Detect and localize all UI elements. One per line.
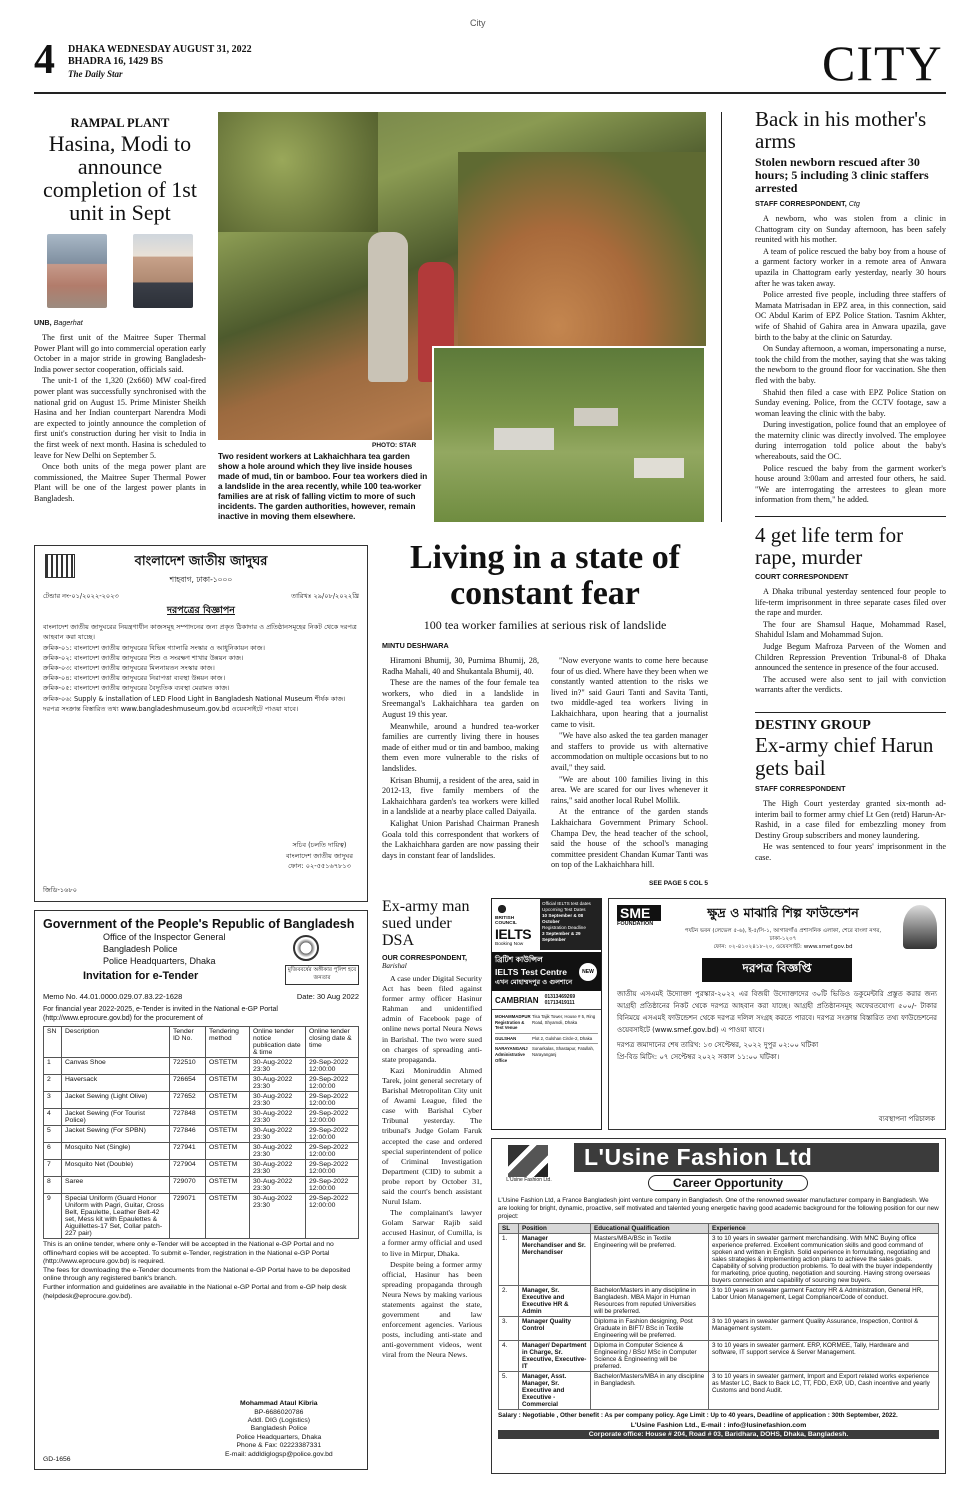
table-cell: Jacket Sewing (Light Olive) <box>62 1092 170 1109</box>
story-divider <box>755 516 946 517</box>
table-cell: Canvas Shoe <box>62 1058 170 1075</box>
usine-contact[interactable]: L'Usine Fashion Ltd., E-mail : info@lusinefashion.com <box>630 1422 807 1430</box>
worker-figure <box>368 232 408 382</box>
story-divider <box>755 712 946 713</box>
sme-address: পর্যটন ভবন (লেভেল ৫-৬), ই-৫/সি-১, আগারগাঁও প্রশাসনিক এলাকা, শেরে বাংলা নগর, ঢাকা-১২০৭ <box>684 928 882 942</box>
mother-body <box>755 214 946 506</box>
table-cell: 30-Aug-2022 23:30 <box>250 1126 306 1143</box>
paragraph: A newborn, who was stolen from a clinic in Chattogram city on Sunday afternoon, has been safely reunited with his mother. <box>755 214 946 245</box>
table-row <box>499 1234 939 1286</box>
tender-sign-id: BP-6686020786 <box>254 1408 304 1416</box>
sme-foundation: FOUNDATION <box>617 921 654 927</box>
rampal-story <box>34 116 206 506</box>
destiny-headline: Ex-army chief Harun gets bail <box>755 733 934 780</box>
table-cell: OSTETM <box>206 1058 250 1075</box>
table-cell: 30-Aug-2022 23:30 <box>250 1092 306 1109</box>
table-cell: Diploma in Computer Science & Engineering / BSc/ MSc in Computer Science & Engineering will be preferred. <box>591 1341 709 1372</box>
museum-line: ক্রমিক-০২: বাংলাদেশ জাতীয় জাদুঘরের শিশু ও সংরক্ষণ শাখার উন্নয়ন কাজ। <box>43 653 244 662</box>
paragraph: Judge Begum Mafroza Parveen of the Women and Children Repression Prevention Tribunal-8 of Dhaka announced the sentence in presence of the four accused. <box>755 641 946 673</box>
usine-header-row <box>499 1224 939 1234</box>
usine-office: Corporate office: House # 204, Road # 03, Baridhara, DOHS, Dhaka, Bangladesh. <box>498 1430 939 1439</box>
table-cell: 727904 <box>170 1160 206 1177</box>
ielts-centre-bn: ব্রিটিশ কাউন্সিল <box>495 955 543 964</box>
table-row <box>499 1317 939 1341</box>
photo-credit: PHOTO: STAR <box>372 442 417 449</box>
usine-col-header: Experience <box>709 1224 939 1234</box>
usine-col-header: Position <box>519 1224 591 1234</box>
photo-caption: Two resident workers at Lakhaichhara tea garden show a hole around which they live inside houses made of mud, tin or bamboo. Four tea workers died in a landslide in the area recently, while 100 tea-worker families are at risk of falling victim to more of such incidents. The garden authorities, however, remain inactive in moving them elsewhere. <box>218 452 428 521</box>
table-cell: 3. <box>499 1317 519 1341</box>
table-row <box>44 1092 359 1109</box>
museum-line: ক্রমিক-০৩: বাংলাদেশ জাতীয় জাদুঘরের মিলনায়তন সংস্কার কাজ। <box>43 664 215 673</box>
life-term-headline: 4 get life term for rape, murder <box>755 523 904 569</box>
house-roof <box>494 428 554 450</box>
tender-header-row <box>44 1027 359 1058</box>
tender-intro: For financial year 2022-2025, e-Tender is invited in the National e-GP Portal (http://www.eprocure.gov.bd) for the procurement of <box>43 1006 278 1022</box>
position-cell: Manager Merchandiser and Sr. Merchandiser <box>519 1234 591 1286</box>
table-cell: 727941 <box>170 1143 206 1160</box>
table-cell: 30-Aug-2022 23:30 <box>250 1177 306 1194</box>
paragraph: The first unit of the Maitree Super Thermal Power Plant will go into commercial operation early October in a major stride in growing Bangladesh-India power sector cooperation, officials said. <box>34 333 206 374</box>
museum-logo <box>45 554 75 578</box>
table-cell: 9 <box>44 1194 62 1239</box>
usine-table-body <box>499 1234 939 1410</box>
museum-line: ক্রমিক-০১: বাংলাদেশ জাতীয় জাদুঘরের বিভিন্ন গ্যালারি সংস্কার ও আধুনিকায়ন কাজ। <box>43 643 266 652</box>
tender-sign-org: Bangladesh Police <box>250 1425 307 1433</box>
position-cell: Manager, Sr. Executive and Executive HR & Admin <box>519 1286 591 1317</box>
tender-table <box>43 1026 359 1239</box>
table-cell: 5. <box>499 1372 519 1410</box>
paragraph: The High Court yesterday granted six-month ad-interim bail to former army chief Lt Gen (retd) Harun-Ar-Rashid, in a case filed for embezzling money from Destiny Group subscribers and money laundering. <box>755 799 946 840</box>
mother-subhead: Stolen newborn rescued after 30 hours; 5 including 3 clinic staffers arrested <box>755 155 929 195</box>
paragraph: "We are about 100 families living in this area. We are scared for our lives whenever it rains," said another local Rubel Mollik. <box>551 774 708 805</box>
landslide-deck: 100 tea worker families at serious risk of landslide <box>423 618 667 632</box>
landslide-byline: MINTU DESHWARA <box>382 641 449 650</box>
usine-salary: Salary : Negotiable , Other benefit : As per company policy. Age Limit : Up to 40 years, Deadline of application : 30th September, 2022. <box>498 1412 898 1420</box>
exarmy-headline: Ex-army man sued under DSA <box>382 898 470 949</box>
paragraph: During investigation, police found that an employee of the maternity clinic was directly involved. The employee during interrogation told police about the baby's whereabouts, said the OC. <box>755 420 946 462</box>
tender-sign-hq: Police Headquarters, Dhaka <box>236 1433 322 1441</box>
paragraph: The four are Shamsul Haque, Mohammad Rasel, Shahidul Islam and Mohammad Sujon. <box>755 619 946 640</box>
table-cell: 2 <box>44 1075 62 1092</box>
table-cell: Bachelor/Masters in any discipline in Bangladesh. MBA Major in Human Resources from reputed Universities will be preferred. <box>591 1286 709 1317</box>
table-cell: 7 <box>44 1160 62 1177</box>
tender-ref: GD-1656 <box>43 1456 71 1463</box>
masthead-rule <box>34 92 946 94</box>
tender-col-header: Online tender notice publication date & time <box>250 1027 306 1058</box>
landslide-jump[interactable]: SEE PAGE 5 COL 5 <box>648 880 708 887</box>
museum-line: বাংলাদেশ জাতীয় জাদুঘরের নিয়ন্ত্রণাধীন কাজসমূহ সম্পাদনের জন্য প্রকৃত ঠিকাদার ও প্রতিষ্ঠানসমূহের নিকট থেকে দরপত্র আহবান করা যাচ্ছে। <box>43 623 357 642</box>
ielts-locations: এখন মোহাম্মদপুর ও গুলশানে <box>495 978 573 986</box>
table-cell: 1. <box>499 1234 519 1286</box>
sme-logo <box>617 905 661 935</box>
ielts-addresses <box>492 1010 601 1067</box>
museum-ref: জিডি-১৬৮০ <box>43 885 78 894</box>
tender-table-body <box>44 1058 359 1239</box>
tender-signature <box>225 1400 333 1459</box>
table-cell: 727846 <box>170 1126 206 1143</box>
sme-logo-text: SME <box>617 905 661 921</box>
table-cell: 30-Aug-2022 23:30 <box>250 1143 306 1160</box>
paragraph: Once both units of the mega power plant are commissioned, the Maitree Super Thermal Power Plant will be one of the largest power plants in Bangladesh. <box>34 462 206 503</box>
masthead-paper-name: The Daily Star <box>68 69 123 79</box>
british-council-logo <box>495 902 509 916</box>
table-row <box>499 1341 939 1372</box>
landslide-body <box>382 656 708 878</box>
museum-memo: টেন্ডার নং-০১/২০২২-২০২৩ <box>43 592 119 600</box>
sme-signatory: ব্যবস্থাপনা পরিচালক <box>878 1115 935 1123</box>
section-title: CITY <box>822 35 943 91</box>
paragraph: A case under Digital Security Act has been filed against former army officer Hasinur Rahman and unidentified admin of Facebook page of online news portal Neura News in Barishal. The two were sued on charges of spreading anti-state propaganda. <box>382 974 482 1064</box>
column-rule <box>721 112 722 522</box>
table-cell: 29-Sep-2022 12:00:00 <box>306 1126 359 1143</box>
rampal-headline: Hasina, Modi to announce completion of 1st unit in Sept <box>43 131 197 225</box>
masthead-date: DHAKA WEDNESDAY AUGUST 31, 2022 <box>68 44 252 55</box>
exarmy-byline: OUR CORRESPONDENT, <box>382 953 468 962</box>
paragraph: Hiramoni Bhumij, 30, Purnima Bhumij, 28, Radha Mahali, 40 and Shukantala Bhumij, 40. <box>382 656 539 676</box>
tender-col-header: Online tender closing date & time <box>306 1027 359 1058</box>
museum-line: ক্রমিক-০৪: বাংলাদেশ জাতীয় জাদুঘরের নিরাপত্তা ব্যবস্থা উন্নয়ন কাজ। <box>43 674 226 683</box>
table-row <box>499 1286 939 1317</box>
hasina-portrait <box>47 234 107 308</box>
table-cell: 727848 <box>170 1109 206 1126</box>
destiny-byline: STAFF CORRESPONDENT <box>755 784 846 793</box>
paragraph: Kalighat Union Parishad Chairman Pranesh Goala told this correspondent that workers of the Lakhaichhara garden are now passing their days in constant fear of landslides. <box>382 818 539 860</box>
ielts-phones <box>545 994 576 1006</box>
paragraph: "Now everyone wants to come here because four of us died. Where have they been when we constantly wanted attention to the risks we lived in?" said Gauri Tanti and Savita Tanti, two middle-aged tea workers living in Lakhaichhara, upon hearing that a journalist came to visit. <box>551 656 708 729</box>
ielts-address: Tisa Tajik Tower, House # 5, Ring Road, Shyamoli, Dhaka <box>532 1014 596 1025</box>
sme-deadline: দরপত্র জমাদানের শেষ তারিখ: ১৩ সেপ্টেম্বর, ২০২২ দুপুর ০২:০০ ঘটিকা <box>617 1041 819 1049</box>
museum-office: বাংলাদেশ জাতীয় জাদুঘর <box>286 851 353 860</box>
table-cell: 3 to 10 years in sweater garment Quality Assurance, Inspection, Control & Management system. <box>709 1317 939 1341</box>
table-row <box>44 1160 359 1177</box>
table-cell: OSTETM <box>206 1109 250 1126</box>
table-cell: OSTETM <box>206 1143 250 1160</box>
table-row <box>44 1194 359 1239</box>
museum-notice-title: দরপত্রের বিজ্ঞাপন <box>167 605 235 617</box>
paragraph: The complainant's lawyer Golam Sarwar Rajib said accused Hasinur, of Cumilla, is a former army official and used to live in Mirpur, Dhaka. <box>382 1208 482 1258</box>
usine-intro: L'Usine Fashion Ltd, a France Bangladesh joint venture company in Bangladesh. One of the renowned sweater manufacturer company in Bangladesh. We are looking for bright, dynamic, proactive, self motivated and talented young energetic having good academic background for the following position for our new project: <box>498 1197 939 1220</box>
sme-portrait <box>903 905 937 949</box>
museum-phone: ফোন: ০২-৫৫১৬৭৮১৩ <box>288 861 351 870</box>
table-cell: 30-Aug-2022 23:30 <box>250 1075 306 1092</box>
usine-career-ad <box>491 1138 946 1474</box>
tender-sign-name: Mohammad Ataul Kibria <box>240 1400 318 1408</box>
table-cell: Diploma in Fashion designing, Post Graduate in BIFT/ BSc in Textile Engineering will be preferred. <box>591 1317 709 1341</box>
table-cell: 726654 <box>170 1075 206 1092</box>
table-cell: OSTETM <box>206 1092 250 1109</box>
ielts-address-row <box>495 1012 598 1034</box>
ielts-phone[interactable]: 01313469269 <box>544 994 576 1000</box>
police-logo <box>293 935 319 961</box>
tender-note: The fees for downloading the e-Tender documents from the National e-GP Portal have to be deposited online through any registered bank's branch. <box>43 1266 351 1283</box>
table-row <box>44 1177 359 1194</box>
sme-prebid: প্রি-বিড মিটিং: ০৭ সেপ্টেম্বর ২০২২ সকাল ১১:০০ ঘটিকা। <box>617 1053 780 1061</box>
table-cell: 29-Sep-2022 12:00:00 <box>306 1160 359 1177</box>
tender-office: Office of the Inspector General <box>103 932 226 942</box>
table-cell: 30-Aug-2022 23:30 <box>250 1109 306 1126</box>
paragraph: A team of police rescued the baby boy from a house of a garment factory worker in a remote area of Anwara upazila in Chattogram early yesterday, nearly 30 hours after he was taken away. <box>755 246 946 288</box>
table-cell: 29-Sep-2022 12:00:00 <box>306 1058 359 1075</box>
paragraph: Meanwhile, around a hundred tea-worker families are currently living there in houses made of either mud or tin and bamboo, making them even more vulnerable to the risks of landslides. <box>382 721 539 773</box>
paragraph: Despite being a former army official, Hasinur has been spreading propaganda through Neura News by making various statements against the state, government and law enforcement agencies. Various posts, including anti-state and anti-government videos, went viral from the Neura News. <box>382 1259 482 1360</box>
ielts-new-badge: NEW <box>579 963 597 981</box>
table-cell: 29-Sep-2022 12:00:00 <box>306 1075 359 1092</box>
landslide-headline: Living in a state of constant fear <box>409 539 681 612</box>
paragraph: "We have also asked the tea garden manager and staffers to provide us with alternative accommodation on multiple occasions but to no avail," they said. <box>551 731 708 772</box>
ielts-ad <box>491 898 602 1130</box>
sme-heading: দরপত্র বিজ্ঞপ্তি <box>702 958 852 982</box>
tender-notes <box>43 1241 359 1301</box>
sme-title: ক্ষুদ্র ও মাঝারি শিল্প ফাউন্ডেশন <box>707 905 859 920</box>
ielts-address-label: GULSHAN <box>495 1035 517 1041</box>
tender-office-block <box>103 931 359 967</box>
table-row <box>44 1109 359 1126</box>
paragraph: Shahid then filed a case with EPZ Police Station on Sunday evening. Police, from the CCTV footage, saw a woman leaving the clinic with the baby. <box>755 387 946 418</box>
destiny-body <box>755 799 946 864</box>
paragraph: These are the names of the four female tea workers, who died in a landslide in Sreemangal's Lakhaichhara tea garden on August 19 this year. <box>382 678 539 719</box>
mother-story <box>755 108 946 507</box>
ielts-dates-intro: Official IELTS test dates <box>542 901 591 906</box>
table-cell: 30-Aug-2022 23:30 <box>250 1160 306 1177</box>
tender-sign-phone: Phone & Fax: 02223387331 <box>236 1442 322 1450</box>
exarmy-dateline: Barishal <box>382 962 407 970</box>
usine-col-header: Educational Qualification <box>591 1224 709 1234</box>
rampal-portraits <box>34 234 206 312</box>
paragraph: He was sentenced to four years' imprisonment in the case. <box>755 842 946 862</box>
tender-heading: Invitation for e-Tender <box>83 970 199 982</box>
tender-note: This is an online tender, where only e-Tender will be accepted in the National e-GP Portal and no offline/hard copies will be accepted. To submit e-Tender, registration in the National e-GP Portal (http://www.eprocure.gov.bd) is required. <box>43 1241 334 1266</box>
position-cell: Manager/ Department in Charge, Sr. Executive, Executive- IT <box>519 1341 591 1372</box>
masthead-dateline <box>68 44 252 80</box>
tender-gov-title: Government of the People's Republic of Bangladesh <box>43 917 355 931</box>
exarmy-body <box>382 974 482 1361</box>
table-cell: OSTETM <box>206 1177 250 1194</box>
table-row <box>499 1372 939 1410</box>
table-cell: 29-Sep-2022 12:00:00 <box>306 1109 359 1126</box>
table-cell: OSTETM <box>206 1160 250 1177</box>
mother-headline: Back in his mother's arms <box>755 107 927 153</box>
tender-sign-title: Addl. DIG (Logistics) <box>247 1416 310 1424</box>
museum-signatory: সচিব (চলতি দায়িত্ব) <box>292 841 347 850</box>
tender-col-header: Tendering method <box>206 1027 250 1058</box>
museum-line: ক্রমিক-০৫: বাংলাদেশ জাতীয় জাদুঘরের বৈদ্যুতিক ব্যবস্থা মেরামত কাজ। <box>43 684 230 693</box>
usine-col-header: SL <box>499 1224 519 1234</box>
table-cell: 727652 <box>170 1092 206 1109</box>
table-cell: 722510 <box>170 1058 206 1075</box>
mother-byline: STAFF CORRESPONDENT, Ctg <box>755 199 860 208</box>
table-cell: 30-Aug-2022 23:30 <box>250 1058 306 1075</box>
rampal-dateline: Bagerhat <box>53 318 83 327</box>
tender-hq: Police Headquarters, Dhaka <box>103 956 216 966</box>
exarmy-story <box>382 898 482 1362</box>
ielts-date: Upcoming Test Dates <box>542 907 586 912</box>
museum-address: শাহবাগ, ঢাকা-১০০০ <box>169 575 233 584</box>
table-cell: Special Uniform (Guard Honor Uniform with Pagri, Guitar, Cross Belt, Epaulette, Leather Belt-42 set, Mess kit with Epaulettes & Aiguillettes-17 Set, Collar patch-227 pair) <box>62 1194 170 1239</box>
table-row <box>44 1075 359 1092</box>
destiny-kicker: DESTINY GROUP <box>755 718 871 733</box>
masthead-bengali-date: BHADRA 16, 1429 BS <box>68 56 164 67</box>
mother-dateline: Ctg <box>848 199 860 208</box>
museum-date: তারিখঃ ২৯/০৮/২০২২খ্রি <box>291 592 359 600</box>
museum-memo-row <box>43 591 359 601</box>
landslide-story <box>382 540 708 887</box>
table-cell: OSTETM <box>206 1075 250 1092</box>
museum-title: বাংলাদেশ জাতীয় জাদুঘর <box>134 554 268 569</box>
destiny-story <box>755 718 946 865</box>
usine-logo-mark <box>508 1145 548 1177</box>
paragraph: Police rescued the baby from the garment worker's house around 3:00am and arrested four others, he said. "We are interrogating the arrestees to glean more information from them," he added. <box>755 463 946 505</box>
table-cell: Haversack <box>62 1075 170 1092</box>
paragraph: Kazi Moniruddin Ahmed Tarek, joint general secretary of Barishal Metropolitan City unit of Awami League, filed the case with Barishal Cyber Tribunal yesterday. The tribunal's Judge Golam Faruk accepted the case and ordered special superintendent of police of Criminal Investigation Department (CID) to submit a probe report by October 31, said the court's bench assistant Nurul Islam. <box>382 1065 482 1207</box>
usine-table <box>498 1223 939 1410</box>
tender-memo-row <box>43 992 359 1001</box>
ielts-address-row <box>495 1044 598 1065</box>
police-tender-ad <box>34 910 368 1470</box>
sme-body: জাতীয় এসএমই উদ্যোক্তা পুরস্কার-২০২২ এর বিজয়ী উদ্যোক্তাদের ৩০টি ভিডিও ডকুমেন্টারি প্রস্তুত করার জন্য আগ্রহী প্রতিষ্ঠানের নিকট থেকে দরপত্র আহবান করা যাচ্ছে। আগ্রহী প্রতিষ্ঠানসমূহ অফেরতযোগ্য ৫০০/- টাকার বিনিময়ে এসএমই ফাউন্ডেশন থেকে দরপত্র দলিল সংগ্রহ করতে পারবে। দরপত্র সংক্রান্ত বিস্তারিত তথ্য ফাউন্ডেশনের ওয়েবসাইটে (www.smef.gov.bd) এ পাওয়া যাবে। <box>617 990 937 1034</box>
tender-sign-email[interactable]: E-mail: addldiglogsp@police.gov.bd <box>225 1450 333 1458</box>
ielts-address: Plot 2, Gulshan Circle-2, Dhaka <box>532 1035 593 1041</box>
table-row <box>44 1126 359 1143</box>
ielts-cambrian-row <box>492 991 601 1010</box>
british-council-name: BRITISH COUNCIL <box>495 916 517 926</box>
life-term-story <box>755 524 946 697</box>
rampal-byline: UNB, Bagerhat <box>34 318 83 327</box>
table-cell: 5 <box>44 1126 62 1143</box>
table-cell: Jacket Sewing (For SPBN) <box>62 1126 170 1143</box>
house-roof <box>574 408 618 426</box>
tender-col-header: SN <box>44 1027 62 1058</box>
paragraph: Krisan Bhumij, a resident of the area, said in 2012-13, five family members of the Lakhaichhara garden's tea workers were killed in a landslide at a nearby place called Daiyaila. <box>382 775 539 817</box>
table-cell: 3 to 10 years in sweater garment. ERP, KORMEE, Tally, Hardware and software, IT support service & Server Management. <box>709 1341 939 1372</box>
ielts-date: Registration Deadline <box>542 925 586 930</box>
ielts-address: Sonarkalas, Shastapur, Fatullah, Narayanganj <box>532 1046 595 1057</box>
table-cell: 30-Aug-2022 23:30 <box>250 1194 306 1239</box>
museum-tender-ad <box>34 545 368 902</box>
ielts-centre: IELTS Test Centre <box>495 967 567 977</box>
table-cell: 729071 <box>170 1194 206 1239</box>
ielts-logo: IELTS <box>495 926 532 942</box>
page-number: 4 <box>34 37 55 83</box>
cambrian-logo: CAMBRIAN <box>495 995 539 1005</box>
table-cell: 4 <box>44 1109 62 1126</box>
position-cell: Manager Quality Control <box>519 1317 591 1341</box>
ielts-top <box>492 899 601 950</box>
museum-line: দরপত্র সংক্রান্ত বিস্তারিত তথ্য www.bangladeshmuseum.gov.bd ওয়েবসাইটে পাওয়া যাবে। <box>43 704 299 713</box>
ielts-address-row <box>495 1034 598 1045</box>
table-cell: 6 <box>44 1143 62 1160</box>
table-cell: OSTETM <box>206 1126 250 1143</box>
usine-logo <box>500 1145 558 1187</box>
table-cell: 1 <box>44 1058 62 1075</box>
table-cell: Mosquito Net (Double) <box>62 1160 170 1177</box>
usine-logo-text: L'Usine Fashion Ltd. <box>506 1177 552 1183</box>
ielts-date: 10 September & 08 October <box>542 913 584 924</box>
life-term-byline: COURT CORRESPONDENT <box>755 572 849 581</box>
museum-signature <box>286 840 353 871</box>
ielts-dates <box>540 899 601 950</box>
table-cell: 8 <box>44 1177 62 1194</box>
ielts-booking: Booking Now <box>495 942 524 947</box>
ielts-brand <box>492 899 540 950</box>
life-term-body <box>755 587 946 696</box>
table-cell: Masters/MBA/BSc in Textile Engineering will be preferred. <box>591 1234 709 1286</box>
museum-line: ক্রমিক-০৬: Supply & installation of LED Flood Light in Bangladesh National Museum শীর্ষক কাজ। <box>43 694 346 703</box>
house-roof <box>634 458 684 478</box>
table-cell: 3 <box>44 1092 62 1109</box>
modi-portrait <box>133 234 193 308</box>
tender-memo: Memo No. 44.01.0000.029.07.83.22-1628 <box>43 992 183 1001</box>
tender-col-header: Description <box>62 1027 170 1058</box>
table-cell: Mosquito Net (Single) <box>62 1143 170 1160</box>
table-cell: 29-Sep-2022 12:00:00 <box>306 1092 359 1109</box>
ielts-phone[interactable]: 01713419111 <box>544 1000 575 1006</box>
tender-police: Bangladesh Police <box>103 944 178 954</box>
table-cell: 3 to 10 years in sweater garment Factory HR & Administration, General HR, Labor Union Management, Legal Compliance/Code of conduct. <box>709 1286 939 1317</box>
paragraph: Police arrested five people, including three staffers of Mamata Matrisadan in EPZ area, in this connection, said OC Abdul Karim of EPZ Police Station. Tasnim Akhter, wife of Shahid of Gahira area in Anwara upazila, gave birth to the baby at the clinic on Saturday. <box>755 290 946 342</box>
sme-tender-ad <box>608 898 946 1130</box>
tender-note: Further information and guidelines are available in the National e-GP Portal and from e-GP help desk (helpdesk@eprocure.gov.bd). <box>43 1283 347 1300</box>
usine-title: L'Usine Fashion Ltd <box>574 1143 939 1172</box>
paragraph: The accused were also sent to jail with conviction warrants after the verdicts. <box>755 674 946 695</box>
table-cell: 729070 <box>170 1177 206 1194</box>
tender-stamp: মুজিববর্ষের অঙ্গীকার পুলিশ হবে জনতার <box>285 965 359 985</box>
table-cell: 29-Sep-2022 12:00:00 <box>306 1194 359 1239</box>
ielts-date: 3 September & 29 September <box>542 931 581 942</box>
table-cell: 2. <box>499 1286 519 1317</box>
position-cell: Manager, Asst. Manager, Sr. Executive and Executive -Commercial <box>519 1372 591 1410</box>
ielts-address-label: MOHAMMADPUR Registration & Test Venue <box>495 1014 531 1031</box>
table-cell: Bachelor/Masters/MBA in any discipline in Bangladesh. <box>591 1372 709 1410</box>
rampal-kicker: RAMPAL PLANT <box>70 116 170 130</box>
table-cell: Jacket Sewing (For Tourist Police) <box>62 1109 170 1126</box>
paragraph: At the entrance of the garden stands Lakhaichara Government Primary School. Champa Dev, the head teacher of the school, said the house of the school's managing committee president Chandan Kumar Tanti was on top of the Lakhaichhara hill. <box>551 807 708 870</box>
tree-foliage <box>218 112 378 232</box>
ielts-address-label: NARAYANGANJ Administrative Office <box>495 1046 528 1063</box>
tender-date: Date: 30 Aug 2022 <box>296 992 359 1001</box>
paragraph: A Dhaka tribunal yesterday sentenced four people to life-term imprisonment in three separate cases filed over the rape and murder. <box>755 587 946 618</box>
paragraph: On Sunday afternoon, a woman, impersonating a nurse, took the child from the mother, saying that she was taking the newborn to the ground floor for vaccination. She then fled with the baby. <box>755 344 946 385</box>
table-row <box>44 1143 359 1160</box>
usine-subtitle: Career Opportunity <box>648 1175 808 1191</box>
table-row <box>44 1058 359 1075</box>
village-inset-photo <box>432 346 706 524</box>
table-cell: 29-Sep-2022 12:00:00 <box>306 1143 359 1160</box>
table-cell: OSTETM <box>206 1194 250 1239</box>
table-cell: 3 to 10 years in sweater garment, Import and Export related works experience as Master LC, Back to Back LC, TT, FDD, EXP, UD, Cash incentive and yearly Customs and bond Audit. <box>709 1372 939 1410</box>
tender-col-header: Tender ID No. <box>170 1027 206 1058</box>
table-cell: Saree <box>62 1177 170 1194</box>
table-cell: 29-Sep-2022 12:00:00 <box>306 1177 359 1194</box>
sme-web: ফোন: ০২-৪১০২৪১৮-২০, ওয়েবসাইট: www.smef.gov.bd <box>713 944 853 950</box>
table-cell: 4. <box>499 1341 519 1372</box>
paragraph: The unit-1 of the 1,320 (2x660) MW coal-fired power plant was successfully synchronised with the national grid on August 15. Prime Minister Sheikh Hasina and her Indian counterpart Narendra Modi are expected to jointly announce the completion of first unit's construction during her visit to India in the first week of next month. Hasina is scheduled to leave for New Delhi on September 5. <box>34 376 206 460</box>
page-top-label: City <box>470 18 486 28</box>
rampal-body <box>34 333 206 505</box>
table-cell: 3 to 10 years in sweater garment merchandising. With MNC Buying office experience preferred. Excellent communication skills and good command of spoken and written in English. Solid experience in formulating, negotiating and sales strategies & implementing action plans to achieve the sales goals. Capability of solving production problems. To deal with the buyer independently for marketing, price quoting, negotiation and sourcing. Having strong overseas buyers connection and capability of sourcing new buyers. <box>709 1234 939 1286</box>
